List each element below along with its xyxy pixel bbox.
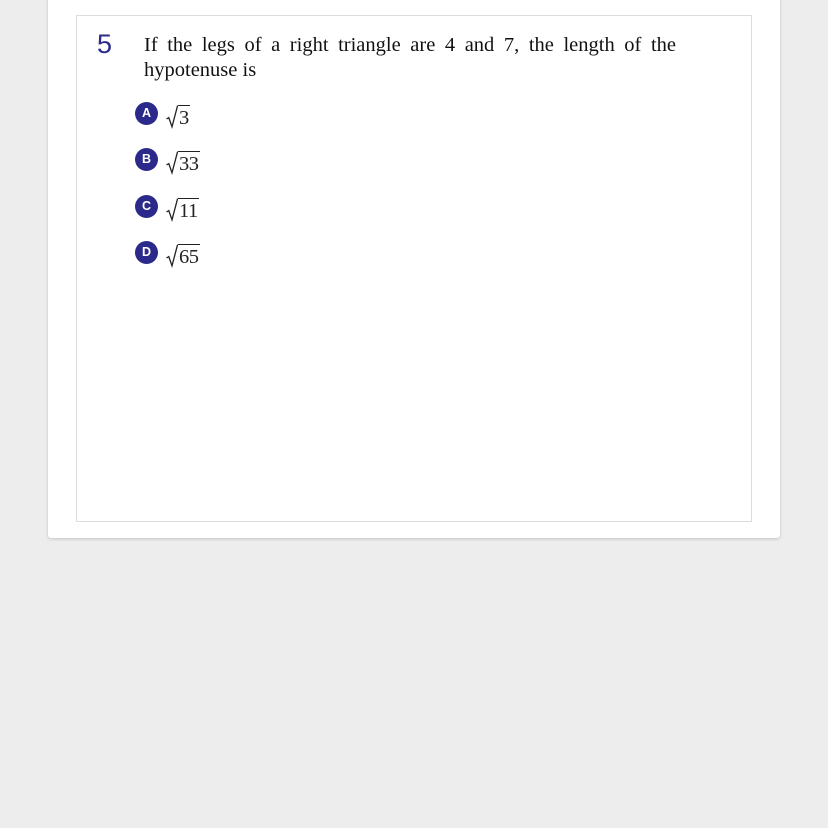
option-b-badge[interactable]: B [135, 148, 158, 171]
radical-sign-icon [166, 198, 178, 222]
question-panel [76, 15, 752, 522]
option-d-value[interactable] [166, 241, 200, 268]
option-d-radicand: 65 [179, 246, 199, 268]
option-c-badge[interactable]: C [135, 195, 158, 218]
option-a-value[interactable] [166, 102, 190, 129]
radical-sign-icon [166, 105, 178, 129]
option-b-radicand: 33 [179, 153, 199, 175]
option-a-radicand: 3 [179, 107, 189, 129]
option-c-value[interactable] [166, 195, 199, 222]
radical-sign-icon [166, 151, 178, 175]
option-b-value[interactable] [166, 148, 200, 175]
question-text: If the legs of a right triangle are 4 and 7, the length of the hypotenuse is [144, 34, 676, 81]
option-d-badge[interactable]: D [135, 241, 158, 264]
question-number: 5 [97, 29, 113, 59]
radical-sign-icon [166, 244, 178, 268]
option-a-badge[interactable]: A [135, 102, 158, 125]
question-card [48, 0, 780, 538]
option-c-radicand: 11 [179, 200, 198, 222]
